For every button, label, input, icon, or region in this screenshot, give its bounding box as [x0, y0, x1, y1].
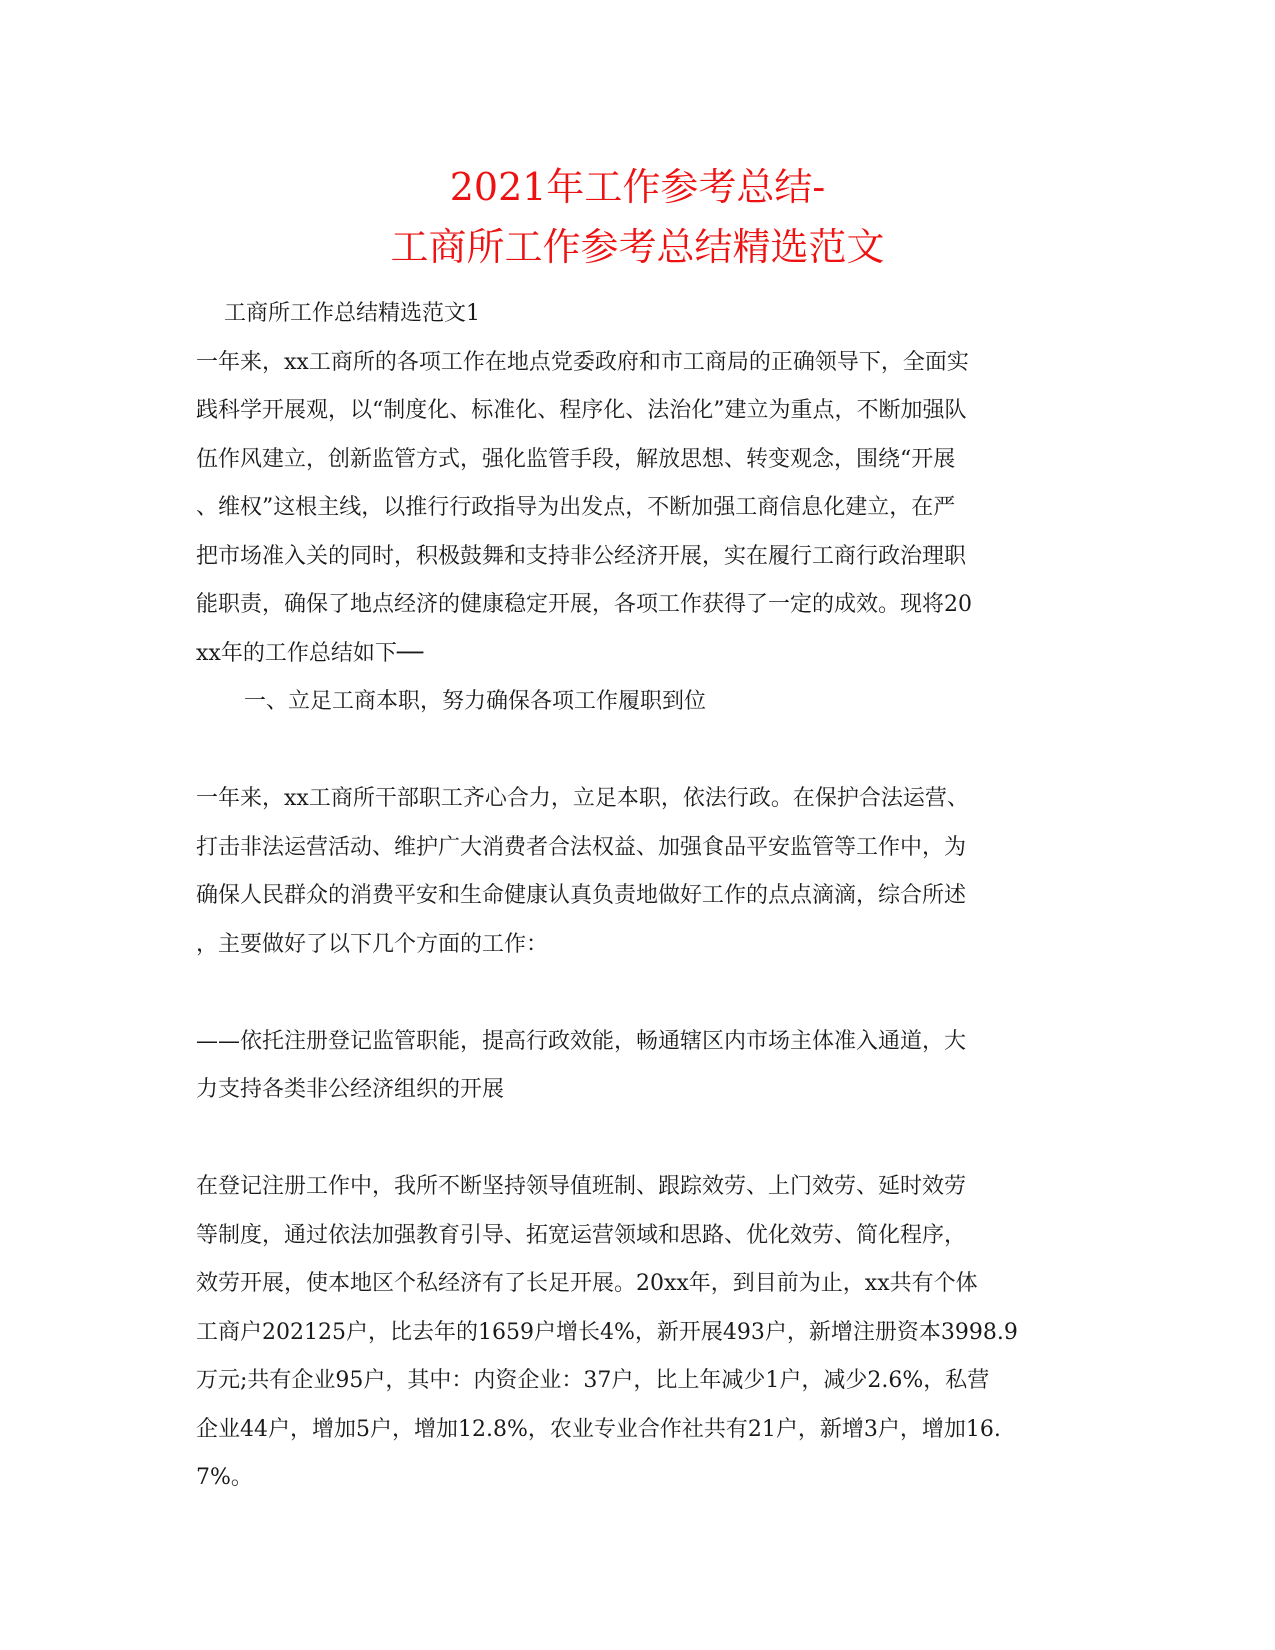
paragraph-gap [196, 1115, 1076, 1164]
paragraph-line: 把市场准入关的同时，积极鼓舞和支持非公经济开展，实在履行工商行政治理职 [196, 543, 967, 569]
paragraph-line: 工商户202125户，比去年的1659户增长4%，新开展493户，新增注册资本3998.9 [196, 1319, 1018, 1345]
paragraph-line: ——依托注册登记监管职能，提高行政效能，畅通辖区内市场主体准入通道，大 [196, 1028, 967, 1054]
document-title-line-2: 工商所工作参考总结精选范文 [390, 225, 885, 269]
paragraph-line: 在登记注册工作中，我所不断坚持领导值班制、跟踪效劳、上门效劳、延时效劳 [196, 1174, 967, 1199]
paragraph-line: 企业44户，增加5户，增加12.8%，农业专业合作社共有21户，新增3户，增加16. [196, 1416, 1001, 1442]
paragraph-line: ，主要做好了以下几个方面的工作： [196, 931, 549, 957]
paragraph-line: 等制度，通过依法加强教育引导、拓宽运营领域和思路、优化效劳、简化程序， [196, 1222, 967, 1248]
paragraph-line: 一年来，xx工商所干部职工齐心合力，立足本职，依法行政。在保护合法运营、 [196, 786, 969, 811]
paragraph-line: 践科学开展观，以“制度化、标准化、程序化、法治化”建立为重点，不断加强队 [196, 398, 967, 423]
paragraph-line: 万元;共有企业95户，其中：内资企业：37户，比上年减少1户，减少2.6%，私营 [196, 1368, 990, 1393]
paragraph-line: 伍作风建立，创新监管方式，强化监管手段，解放思想、转变观念，围绕“开展 [196, 446, 956, 472]
section-heading: 工商所工作总结精选范文1 [224, 301, 480, 326]
paragraph-line: 力支持各类非公经济组织的开展 [196, 1077, 505, 1102]
paragraph-line: 效劳开展，使本地区个私经济有了长足开展。20xx年，到目前为止，xx共有个体 [196, 1271, 978, 1296]
paragraph-line: 打击非法运营活动、维护广大消费者合法权益、加强食品平安监管等工作中，为 [196, 834, 967, 860]
paragraph-line: 、维权”这根主线，以推行行政指导为出发点，不断加强工商信息化建立，在严 [196, 495, 956, 520]
document-body [196, 290, 1076, 1503]
paragraph-line: xx年的工作总结如下── [196, 640, 424, 666]
paragraph-gap [196, 969, 1076, 1018]
document-title-line-1: 2021年工作参考总结- [449, 165, 826, 209]
paragraph-line: 一年来，xx工商所的各项工作在地点党委政府和市工商局的正确领导下，全面实 [196, 349, 969, 375]
paragraph-line: 能职责，确保了地点经济的健康稳定开展，各项工作获得了一定的成效。现将20 [196, 592, 972, 617]
paragraph-line: 确保人民群众的消费平安和生命健康认真负责地做好工作的点点滴滴，综合所述 [196, 883, 967, 908]
subsection-heading: 一、立足工商本职，努力确保各项工作履职到位 [244, 689, 707, 714]
paragraph-gap [196, 727, 1076, 776]
paragraph-line: 7%。 [196, 1465, 253, 1490]
